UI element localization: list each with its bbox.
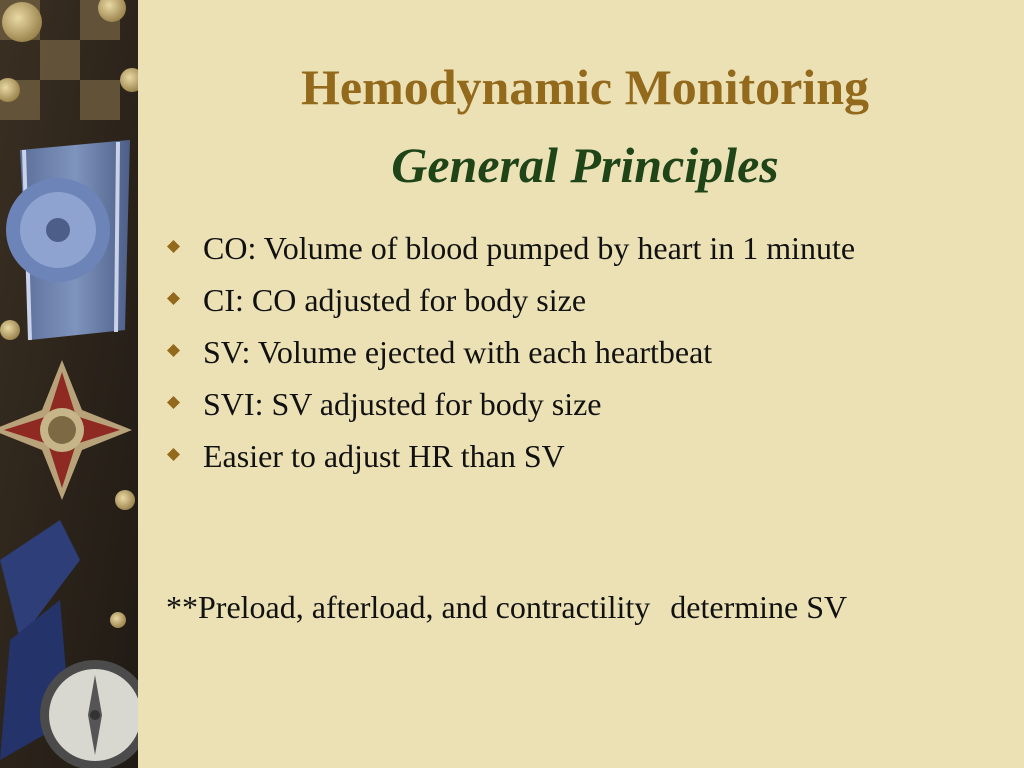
bullet-item	[166, 434, 1006, 478]
diamond-bullet-icon	[167, 448, 180, 461]
diamond-bullet-icon	[167, 240, 180, 253]
bullet-text: CI: CO adjusted for body size	[203, 282, 587, 318]
title-line2: General Principles	[391, 137, 779, 193]
bullet-list	[166, 226, 1006, 486]
title-line1: Hemodynamic Monitoring	[300, 59, 870, 115]
bullet-item	[166, 278, 1006, 322]
bullet-text: SV: Volume ejected with each heartbeat	[203, 334, 713, 370]
diamond-bullet-icon	[167, 396, 180, 409]
medal-illustration	[0, 0, 138, 768]
bullet-item	[166, 226, 903, 270]
note-part2: determine SV	[670, 589, 848, 625]
bullet-item	[166, 330, 1006, 374]
note-part1: **Preload, afterload, and contractility	[166, 589, 651, 625]
bullet-text: Easier to adjust HR than SV	[203, 438, 565, 474]
decorative-medal-image	[0, 0, 138, 768]
diamond-bullet-icon	[167, 344, 180, 357]
preload-note	[166, 585, 1003, 629]
bullet-item	[166, 382, 1006, 426]
bullet-text: CO: Volume of blood pumped by heart in 1 minute	[203, 230, 856, 266]
diamond-bullet-icon	[167, 292, 180, 305]
bullet-text: SVI: SV adjusted for body size	[203, 386, 602, 422]
